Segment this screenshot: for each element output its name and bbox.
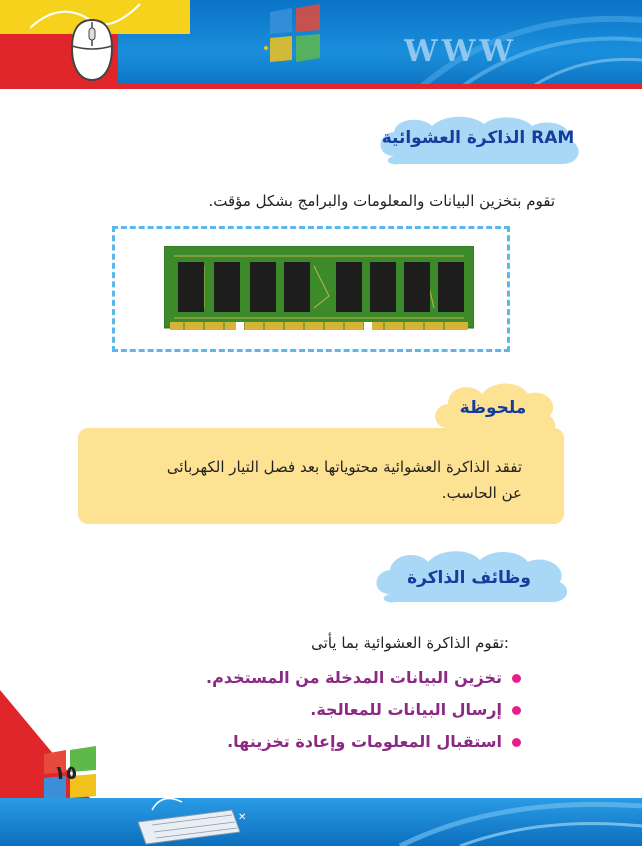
keyboard-icon <box>132 792 242 846</box>
function-item-2: إرسال البيانات للمعالجة. <box>310 700 502 719</box>
ram-heading: الذاكرة العشوائية RAM <box>381 128 575 148</box>
mouse-icon <box>68 18 116 82</box>
note-line-1: تفقد الذاكرة العشوائية محتوياتها بعد فصل التيار الكهربائى <box>166 458 522 476</box>
functions-intro: :تقوم الذاكرة العشوائية بما يأتى <box>311 634 509 652</box>
sparkle-icon: ✕ <box>238 812 247 823</box>
function-item-3: استقبال المعلومات وإعادة تخزينها. <box>227 732 502 751</box>
note-heading: ملحوظة <box>459 398 527 418</box>
functions-heading: وظائف الذاكرة <box>407 568 531 588</box>
ram-module-image <box>164 246 474 334</box>
bullet-dot <box>512 706 521 715</box>
ram-description: تقوم بتخزين البيانات والمعلومات والبرامج بشكل مؤقت. <box>208 192 555 210</box>
header-red-line <box>0 84 642 89</box>
www-text: WWW <box>404 34 518 69</box>
page-number: ١٥ <box>54 762 78 784</box>
windows-logo-icon <box>258 0 330 72</box>
note-line-2: عن الحاسب. <box>441 484 522 502</box>
function-item-1: تخزين البيانات المدخلة من المستخدم. <box>206 668 502 687</box>
bullet-dot <box>512 674 521 683</box>
bullet-dot <box>512 738 521 747</box>
